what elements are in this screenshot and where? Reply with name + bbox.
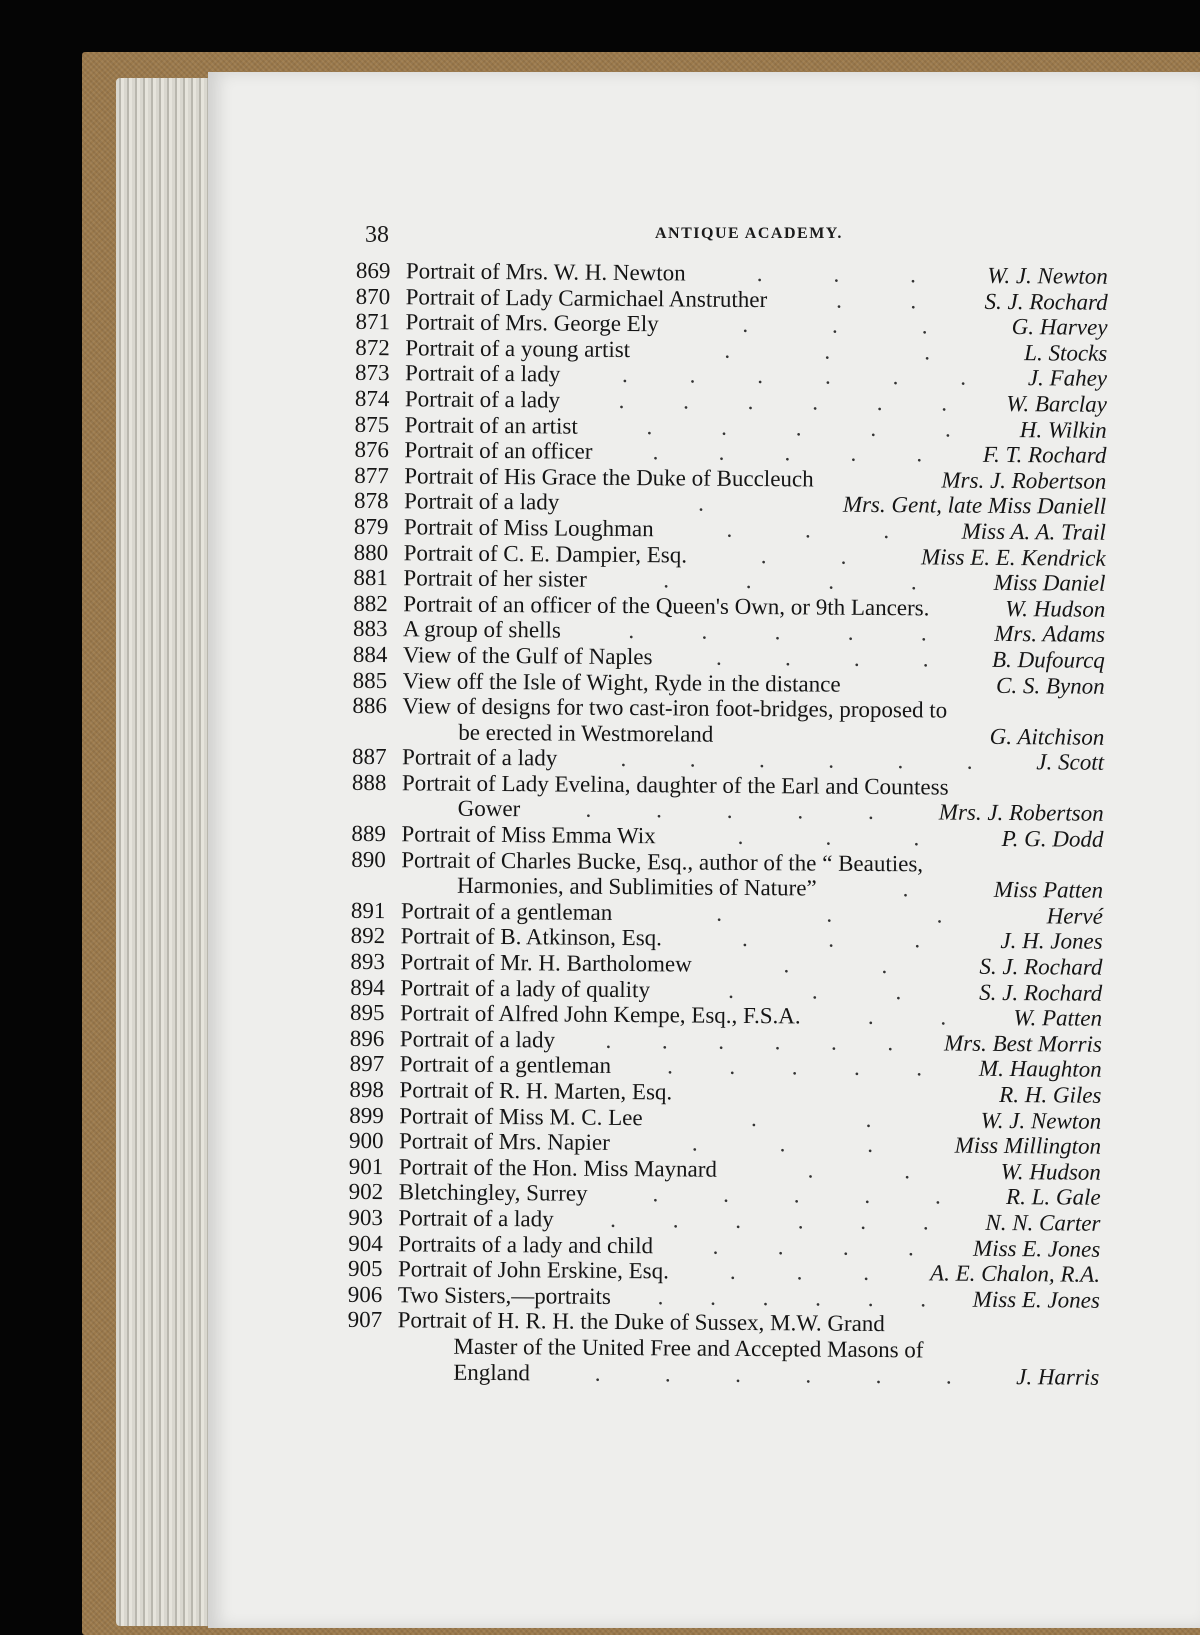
entry-number: 869: [355, 257, 391, 284]
entry-title: Portrait of Mrs. Napier: [398, 1128, 610, 1156]
entry-title: Portrait of a lady of quality: [400, 974, 651, 1002]
entry-number: 886: [352, 692, 388, 719]
entry-number: 887: [351, 744, 387, 770]
entry-number: 873: [355, 360, 390, 386]
entry-artist: L. Stocks: [1024, 339, 1108, 366]
entry-number: 891: [350, 897, 386, 923]
entry-title: Portrait of a young artist: [405, 335, 631, 362]
leader-dots: . . .: [729, 1259, 870, 1286]
entry-artist: J. Fahey: [1027, 365, 1108, 392]
entry-title: Portrait of a gentleman: [400, 898, 613, 925]
page-header: [365, 222, 965, 256]
entry-artist: S. J. Rochard: [979, 979, 1103, 1006]
entry-number: 878: [353, 488, 389, 514]
leader-dots: . . . . . .: [610, 1206, 929, 1235]
leader-dots: . . . .: [715, 644, 929, 672]
leader-dots: . . . . .: [652, 1181, 941, 1209]
entry-title: Portrait of C. E. Dampier, Esq.: [403, 539, 688, 568]
entry-title: Portrait of Charles Bucke, Esq., author of the “ Beauties,: [401, 846, 924, 877]
entry-number: 889: [351, 820, 387, 847]
entry-number: 874: [354, 385, 390, 412]
entry-artist: G. Aitchison: [989, 723, 1105, 750]
entry-artist: B. Dufourcq: [991, 646, 1105, 673]
entry-title: Portrait of the Hon. Miss Maynard: [398, 1154, 718, 1182]
entry-title-continued: Master of the United Free and Accepted Masons of: [453, 1333, 924, 1363]
leader-dots: . . .: [726, 516, 890, 544]
leader-dots: .: [902, 876, 909, 902]
catalogue-entry: [351, 846, 1165, 904]
entry-number: 881: [353, 565, 389, 591]
entry-artist: W. Patten: [1013, 1005, 1103, 1031]
entry-number: 895: [349, 1000, 385, 1026]
entry-artist: W. Barclay: [1006, 390, 1107, 417]
page-number: 38: [365, 222, 389, 248]
entry-artist: P. G. Dodd: [1001, 826, 1104, 852]
entry-title: Portrait of an officer: [404, 437, 593, 464]
leader-dots: . . . . .: [667, 1053, 923, 1081]
entry-title: Portrait of a lady: [399, 1026, 556, 1053]
entry-title: View off the Isle of Wight, Ryde in the distance: [402, 667, 841, 697]
entry-title-continued: be erected in Westmoreland: [458, 719, 714, 747]
page-edges: [116, 78, 216, 1626]
entry-artist: H. Wilkin: [1019, 416, 1107, 443]
leader-dots: . . . . . .: [594, 1360, 952, 1389]
entry-title: Portrait of B. Atkinson, Esq.: [400, 923, 663, 951]
leader-dots: . . . . . .: [620, 746, 973, 775]
running-title: ANTIQUE ACADEMY.: [655, 225, 843, 242]
entry-title: Portrait of a lady: [404, 360, 561, 387]
entry-number: 875: [354, 411, 390, 437]
entry-number: 888: [351, 769, 387, 796]
catalogue-entry: [351, 769, 1166, 827]
entry-title: Portrait of H. R. H. the Duke of Sussex, M.W. Grand: [397, 1307, 885, 1337]
entry-number: 876: [354, 437, 390, 463]
leader-dots: . .: [836, 287, 917, 313]
leader-dots: . .: [867, 1004, 947, 1030]
entry-artist: Miss E. Jones: [973, 1235, 1101, 1262]
entry-title: Portrait of Mr. H. Bartholomew: [400, 949, 692, 977]
entry-title: Portrait of R. H. Marten, Esq.: [399, 1077, 673, 1105]
entry-title: Portrait of Mrs. W. H. Newton: [405, 258, 686, 286]
entry-artist: W. Hudson: [1000, 1158, 1101, 1185]
entry-artist: C. S. Bynon: [995, 672, 1105, 699]
entry-title: A group of shells: [402, 616, 561, 643]
entry-title: Portrait of an artist: [404, 411, 578, 439]
catalogue-entries: [347, 257, 1170, 1390]
entry-artist: A. E. Chalon, R.A.: [930, 1260, 1101, 1287]
entry-artist: J. H. Jones: [1000, 928, 1103, 955]
entry-artist: Mrs. Best Morris: [943, 1030, 1102, 1057]
entry-number: 899: [349, 1102, 384, 1128]
entry-artist: Miss Daniel: [993, 570, 1106, 596]
leader-dots: . . . . . .: [618, 387, 948, 416]
entry-artist: W. J. Newton: [987, 262, 1108, 289]
entry-title: Bletchingley, Surrey: [398, 1179, 588, 1207]
entry-artist: F. T. Rochard: [982, 441, 1107, 468]
entry-number: 879: [353, 513, 389, 540]
entry-title: Portrait of His Grace the Duke of Buccleuch: [404, 463, 814, 492]
entry-artist: Mrs. Gent, late Miss Daniell: [842, 492, 1107, 520]
catalogue-entry: [352, 692, 1166, 750]
entry-title: Portrait of Miss Emma Wix: [401, 821, 656, 849]
entry-artist: Mrs. Adams: [994, 621, 1106, 648]
entry-number: 871: [355, 309, 391, 335]
entry-number: 884: [352, 641, 388, 668]
leader-dots: . . . . .: [585, 797, 874, 825]
entry-artist: W. Hudson: [1005, 595, 1106, 622]
leader-dots: . . .: [737, 823, 920, 851]
entry-number: 883: [352, 616, 388, 642]
entry-number: 902: [348, 1179, 384, 1205]
entry-number: 880: [353, 539, 389, 565]
entry-artist: Miss Patten: [993, 877, 1104, 904]
entry-artist: Miss A. A. Trail: [961, 518, 1106, 545]
entry-title-continued: Harmonies, and Sublimities of Nature”: [456, 872, 817, 901]
leader-dots: . .: [750, 1105, 872, 1132]
entry-artist: S. J. Rochard: [979, 953, 1103, 980]
entry-artist: Miss E. Jones: [972, 1286, 1100, 1313]
entry-title-continued: Gower: [457, 796, 521, 822]
leader-dots: . . .: [742, 926, 921, 953]
entry-number: 907: [347, 1307, 383, 1333]
leader-dots: . . .: [691, 1130, 874, 1158]
entry-artist: G. Harvey: [1011, 314, 1108, 340]
entry-title: Portrait of a lady: [398, 1205, 554, 1232]
entry-artist: Miss E. E. Kendrick: [920, 543, 1106, 571]
entry-number: 882: [353, 590, 388, 616]
leader-dots: . . . . .: [646, 413, 951, 442]
leader-dots: . . .: [742, 312, 928, 339]
entry-number: 903: [348, 1204, 384, 1231]
leader-dots: . .: [807, 1157, 911, 1184]
entry-title: Portrait of Alfred John Kempe, Esq., F.S.A.: [399, 1000, 801, 1029]
leader-dots: . . . . . .: [657, 1284, 927, 1312]
leader-dots: . . . . . .: [605, 1027, 894, 1055]
entry-number: 900: [348, 1128, 384, 1154]
entry-number: 894: [350, 974, 385, 1000]
entry-number: 898: [349, 1076, 385, 1103]
entry-artist: N. N. Carter: [985, 1209, 1101, 1236]
entry-title: Two Sisters,—portraits: [397, 1282, 611, 1309]
leader-dots: .: [698, 490, 705, 516]
entry-artist: Miss Millington: [954, 1132, 1102, 1159]
entry-number: 897: [349, 1051, 385, 1077]
entry-artist: J. Harris: [1016, 1363, 1100, 1390]
entry-number: 877: [354, 462, 389, 488]
leader-dots: . .: [783, 952, 888, 979]
leader-dots: . . .: [716, 900, 943, 928]
entry-title: Portrait of Mrs. George Ely: [405, 309, 659, 337]
entry-artist: S. J. Rochard: [984, 288, 1108, 315]
entry-title: Portrait of a gentleman: [399, 1051, 612, 1079]
leader-dots: . . .: [756, 261, 917, 288]
leader-dots: . . . . .: [652, 439, 923, 467]
entry-title: Portraits of a lady and child: [398, 1230, 654, 1258]
entry-number: 905: [347, 1256, 383, 1282]
entry-title: Portrait of a lady: [401, 744, 558, 771]
entry-number: 893: [350, 948, 386, 975]
catalogue-entry: [347, 1307, 1162, 1390]
entry-number: 892: [350, 923, 386, 949]
entry-artist: Hervé: [1046, 903, 1103, 929]
entry-artist: Mrs. J. Robertson: [941, 467, 1107, 494]
entry-title: Portrait of her sister: [403, 565, 587, 592]
entry-number: 906: [347, 1281, 383, 1307]
entry-title: Portrait of a lady: [403, 488, 560, 515]
entry-number: 870: [355, 283, 391, 309]
entry-title: Portrait of Lady Carmichael Anstruther: [405, 283, 768, 312]
leader-dots: . . . . .: [628, 618, 927, 646]
entry-artist: R. L. Gale: [1005, 1184, 1101, 1211]
entry-artist: R. H. Giles: [999, 1081, 1102, 1108]
entry-title: View of designs for two cast-iron foot-bridges, proposed to: [402, 693, 948, 723]
entry-title: Portrait of an officer of the Queen's Own, or 9th Lancers.: [403, 590, 930, 621]
leader-dots: . . . .: [663, 567, 917, 595]
entry-title: View of the Gulf of Naples: [402, 642, 653, 670]
entry-title-continued: England: [453, 1359, 531, 1385]
entry-title: Portrait of John Erskine, Esq.: [397, 1256, 670, 1284]
leader-dots: . . .: [724, 337, 931, 365]
entry-number: 890: [351, 846, 386, 872]
entry-artist: M. Haughton: [978, 1056, 1102, 1083]
entry-number: 904: [348, 1230, 383, 1256]
leader-dots: . . .: [728, 977, 902, 1004]
entry-title: Portrait of Miss M. C. Lee: [399, 1102, 643, 1130]
entry-title: Portrait of Miss Loughman: [403, 514, 654, 542]
entry-number: 896: [349, 1025, 385, 1051]
entry-artist: J. Scott: [1036, 749, 1105, 776]
entry-title: Portrait of a lady: [404, 386, 561, 413]
entry-artist: Mrs. J. Robertson: [938, 799, 1104, 827]
leader-dots: . .: [760, 542, 847, 569]
entry-number: 885: [352, 667, 388, 693]
leader-dots: . . . . . .: [621, 362, 967, 391]
entry-title: Portrait of Lady Evelina, daughter of the Earl and Countess: [401, 770, 949, 800]
entry-number: 901: [348, 1153, 384, 1179]
entry-number: 872: [355, 334, 390, 360]
leader-dots: . . . .: [712, 1233, 914, 1260]
entry-artist: W. J. Newton: [980, 1107, 1102, 1134]
